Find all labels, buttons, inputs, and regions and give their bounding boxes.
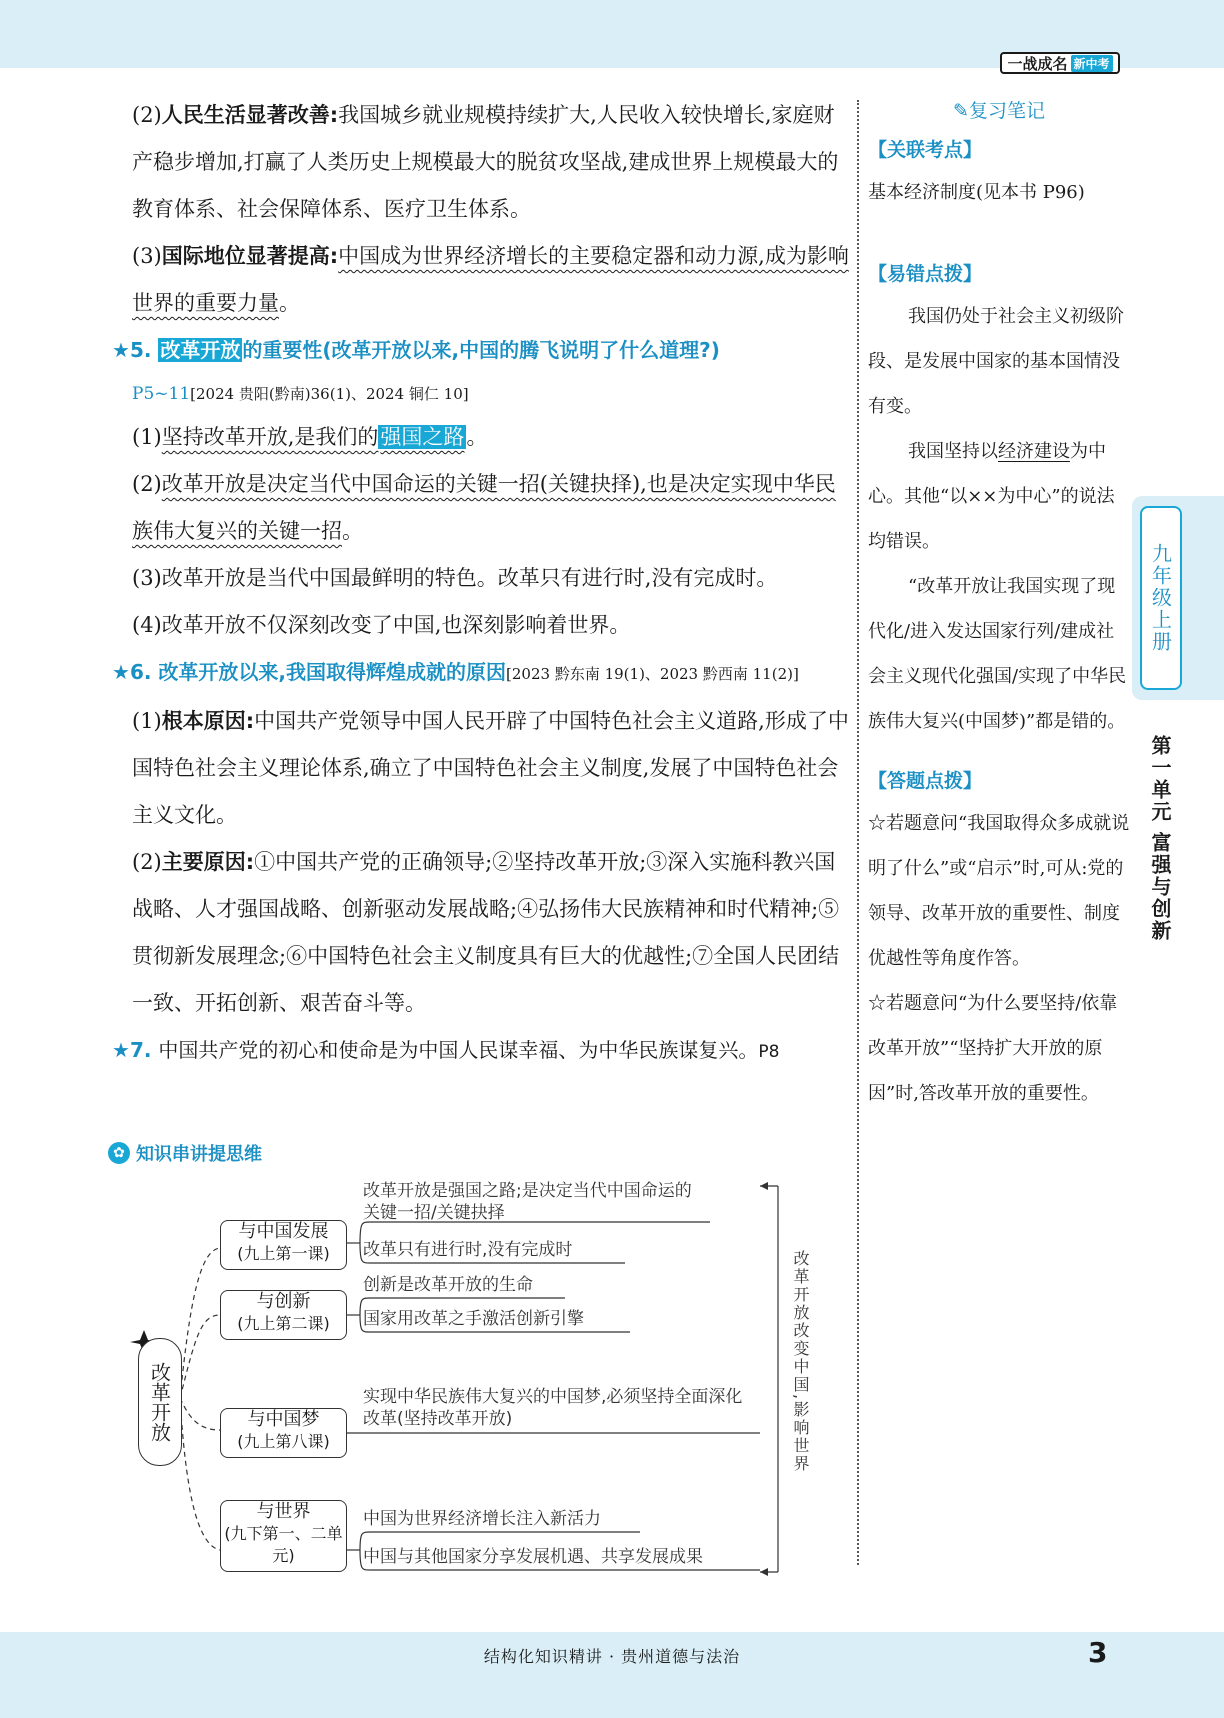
leaf-text: 改革开放是强国之路;是决定当代中国命运的关键一招/关键抉择	[363, 1181, 692, 1223]
root-node: 改革开放	[138, 1338, 182, 1466]
grade-tab[interactable]: 九年级上册	[1140, 506, 1182, 690]
heading-7: ★7. 中国共产党的初心和使命是为中国人民谋幸福、为中华民族谋复兴。P8	[112, 1038, 780, 1062]
error-tips-heading: 【易错点拨】	[868, 263, 983, 285]
heading-6: ★6. 改革开放以来,我国取得辉煌成就的原因[2023 黔东南 19(1)、2023 黔西南 11(2)]	[112, 660, 799, 684]
brand-logo: 一战成名 新中考	[1000, 52, 1120, 74]
mindmap-title: ✿ 知识串讲提思维	[108, 1138, 318, 1168]
error-tip-3: “改革开放让我国实现了现代化/进入发达国家行列/建成社会主义现代化强国/实现了中华民族伟大复兴(中国梦)”都是错的。	[868, 576, 1127, 732]
item-2-2: (2)人民生活显著改善:我国城乡就业规模持续扩大,人民收入较快增长,家庭财产稳步增加,打赢了人类历史上规模最大的脱贫攻坚战,建成世界上规模最大的教育体系、社会保障体系、医疗卫生体系。	[132, 103, 839, 221]
leaf-text: 中国与其他国家分享发展机遇、共享发展成果	[363, 1547, 703, 1567]
mindmap-side-note: 改革开放改变中国,影响世界	[791, 1250, 810, 1474]
item-5-1: (1)坚持改革开放,是我们的强国之路。	[132, 425, 488, 449]
footer-text: 结构化知识精讲 · 贵州道德与法治	[483, 1647, 741, 1666]
item-6-2: (2)主要原因:①中国共产党的正确领导;②坚持改革开放;③深入实施科教兴国战略、人才强国战略、创新驱动发展战略;④弘扬伟大民族精神和时代精神;⑤贯彻新发展理念;⑥中国特色社会主义制度具有巨大的优越性;⑦全国人民团结一致、开拓创新、艰苦奋斗等。	[132, 850, 840, 1015]
page-number: 3	[1088, 1636, 1108, 1669]
item-2-3: (3)国际地位显著提高:中国成为世界经济增长的主要稳定器和动力源,成为影响世界的重要力量。	[132, 244, 849, 315]
leaf-text: 国家用改革之手激活创新引擎	[363, 1309, 584, 1329]
branch-china-dream: 与中国梦 (九上第八课)	[220, 1408, 347, 1458]
column-divider	[857, 100, 859, 1565]
item-5-3: (3)改革开放是当代中国最鲜明的特色。改革只有进行时,没有完成时。	[132, 566, 778, 590]
mindmap	[130, 1180, 830, 1580]
item-5-2: (2)改革开放是决定当代中国命运的关键一招(关键抉择),也是决定实现中华民族伟大复兴的关键一招。	[132, 472, 836, 543]
heading-5: ★5. 改革开放 的重要性(改革开放以来,中国的腾飞说明了什么道理?)	[112, 338, 720, 362]
answer-tip-1: ☆若题意问“我国取得众多成就说明了什么”或“启示”时,可从:党的领导、改革开放的重要性、制度优越性等角度作答。	[868, 813, 1130, 969]
item-6-1: (1)根本原因:中国共产党领导中国人民开辟了中国特色社会主义道路,形成了中国特色社会主义理论体系,确立了中国特色社会主义制度,发展了中国特色社会主义文化。	[132, 709, 849, 827]
branch-world: 与世界 (九下第一、二单元)	[220, 1500, 347, 1572]
related-points-text: 基本经济制度(见本书 P96)	[868, 182, 1085, 203]
heading-5-ref: P5~11[2024 贵阳(黔南)36(1)、2024 铜仁 10]	[132, 384, 469, 404]
branch-china-development: 与中国发展 (九上第一课)	[220, 1220, 347, 1270]
review-notes-title: ✎复习笔记	[953, 100, 1045, 122]
leaf-text: 实现中华民族伟大复兴的中国梦,必须坚持全面深化改革(坚持改革开放)	[363, 1387, 743, 1429]
branch-innovation: 与创新 (九上第二课)	[220, 1290, 347, 1340]
leaf-text: 创新是改革开放的生命	[363, 1275, 533, 1295]
brain-icon: ✿	[108, 1142, 130, 1164]
item-5-4: (4)改革开放不仅深刻改变了中国,也深刻影响着世界。	[132, 613, 631, 637]
unit-label: 第一单元 富强与创新	[1148, 735, 1172, 942]
answer-tips-heading: 【答题点拨】	[868, 770, 983, 792]
leaf-text: 中国为世界经济增长注入新活力	[363, 1509, 601, 1529]
error-tip-2: 我国坚持以经济建设为中心。其他“以××为中心”的说法均错误。	[868, 441, 1115, 552]
related-points-heading: 【关联考点】	[868, 139, 983, 161]
pencil-icon: ✎	[953, 100, 969, 122]
main-content	[112, 92, 852, 1076]
error-tip-1: 我国仍处于社会主义初级阶段、是发展中国家的基本国情没有变。	[868, 306, 1124, 417]
answer-tip-2: ☆若题意问“为什么要坚持/依靠改革开放”“坚持扩大开放的原因”时,答改革开放的重要性。	[868, 993, 1118, 1104]
review-notes	[868, 96, 1130, 1116]
leaf-text: 改革只有进行时,没有完成时	[363, 1240, 573, 1260]
